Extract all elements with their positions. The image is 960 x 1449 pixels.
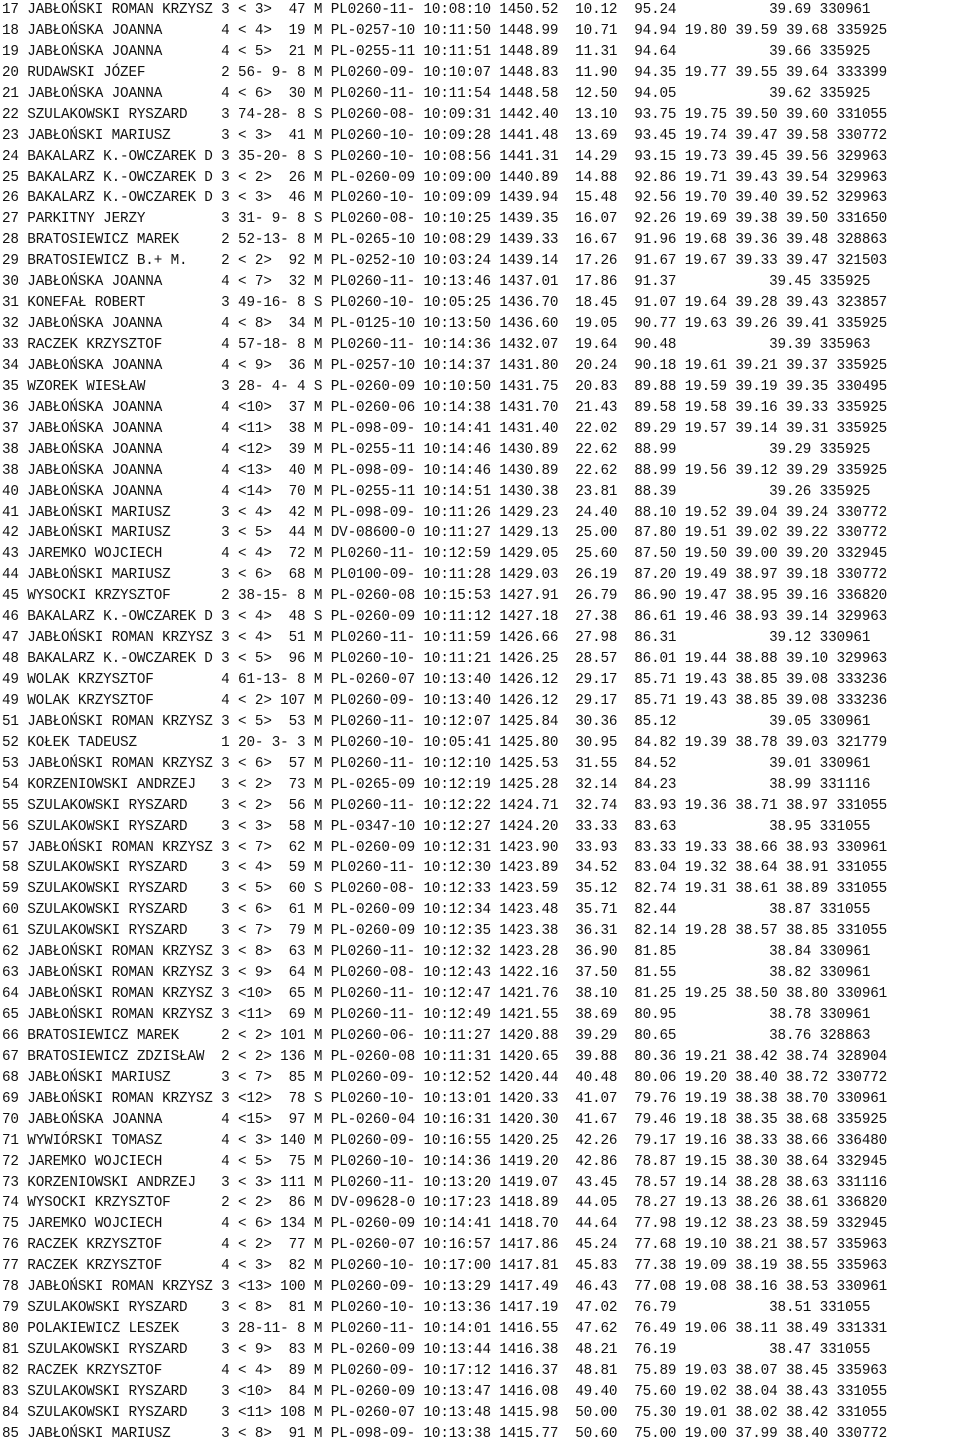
result-row: 49 WOLAK KRZYSZTOF 4 < 2> 107 M PL0260-09- 10:13:40 1426.12 29.17 85.71 19.43 38.85 39.08 333236 <box>2 692 888 709</box>
result-row: 83 SZULAKOWSKI RYSZARD 3 <10> 84 M PL-0260-09 10:13:47 1416.08 49.40 75.60 19.02 38.04 38.43 331055 <box>2 1383 888 1400</box>
result-row: 31 KONEFAŁ ROBERT 3 49-16- 8 S PL0260-10- 10:05:25 1436.70 18.45 91.07 19.64 39.28 39.43 323857 <box>2 295 888 312</box>
result-row: 36 JABŁOŃSKA JOANNA 4 <10> 37 M PL-0260-06 10:14:38 1431.70 21.43 89.58 19.58 39.16 39.33 335925 <box>2 399 888 416</box>
result-row: 43 JAREMKO WOJCIECH 4 < 4> 72 M PL0260-11- 10:12:59 1429.05 25.60 87.50 19.50 39.00 39.20 332945 <box>2 546 888 563</box>
result-row: 38 JABŁOŃSKA JOANNA 4 <13> 40 M PL-098-09- 10:14:46 1430.89 22.62 88.99 19.56 39.12 39.29 335925 <box>2 462 888 479</box>
result-row: 85 JABŁOŃSKI MARIUSZ 3 < 8> 91 M PL-098-09- 10:13:38 1415.77 50.60 75.00 19.00 37.99 38.40 330772 <box>2 1425 888 1442</box>
result-row: 54 KORZENIOWSKI ANDRZEJ 3 < 2> 73 M PL-0265-09 10:12:19 1425.28 32.14 84.23 38.99 331116 <box>2 776 871 793</box>
result-row: 58 SZULAKOWSKI RYSZARD 3 < 4> 59 M PL0260-11- 10:12:30 1423.89 34.52 83.04 19.32 38.64 38.91 331055 <box>2 860 888 877</box>
result-row: 45 WYSOCKI KRZYSZTOF 2 38-15- 8 M PL-0260-08 10:15:53 1427.91 26.79 86.90 19.47 38.95 39.16 336820 <box>2 588 888 605</box>
result-row: 38 JABŁOŃSKA JOANNA 4 <12> 39 M PL-0255-11 10:14:46 1430.89 22.62 88.99 39.29 335925 <box>2 441 871 458</box>
result-row: 61 SZULAKOWSKI RYSZARD 3 < 7> 79 M PL-0260-09 10:12:35 1423.38 36.31 82.14 19.28 38.57 38.85 331055 <box>2 923 888 940</box>
result-row: 57 JABŁOŃSKI ROMAN KRZYSZ 3 < 7> 62 M PL-0260-09 10:12:31 1423.90 33.93 83.33 19.33 38.66 38.93 330961 <box>2 839 888 856</box>
result-row: 67 BRATOSIEWICZ ZDZISŁAW 2 < 2> 136 M PL-0260-08 10:11:31 1420.65 39.88 80.36 19.21 38.42 38.74 328904 <box>2 1048 888 1065</box>
result-row: 81 SZULAKOWSKI RYSZARD 3 < 9> 83 M PL-0260-09 10:13:44 1416.38 48.21 76.19 38.47 331055 <box>2 1342 871 1358</box>
result-row: 23 JABŁOŃSKI MARIUSZ 3 < 3> 41 M PL0260-10- 10:09:28 1441.48 13.69 93.45 19.74 39.47 39.58 330772 <box>2 127 888 144</box>
result-row: 77 RACZEK KRZYSZTOF 4 < 3> 82 M PL0260-10- 10:17:00 1417.81 45.83 77.38 19.09 38.19 38.55 335963 <box>2 1258 888 1275</box>
result-row: 84 SZULAKOWSKI RYSZARD 3 <11> 108 M PL-0260-07 10:13:48 1415.98 50.00 75.30 19.01 38.02 38.42 331055 <box>2 1404 888 1421</box>
result-row: 51 JABŁOŃSKI ROMAN KRZYSZ 3 < 5> 53 M PL0260-11- 10:12:07 1425.84 30.36 85.12 39.05 330961 <box>2 713 871 730</box>
result-row: 44 JABŁOŃSKI MARIUSZ 3 < 6> 68 M PL0100-09- 10:11:28 1429.03 26.19 87.20 19.49 38.97 39.18 330772 <box>2 567 888 584</box>
result-row: 30 JABŁOŃSKA JOANNA 4 < 7> 32 M PL0260-11- 10:13:46 1437.01 17.86 91.37 39.45 335925 <box>2 274 871 291</box>
result-row: 63 JABŁOŃSKI ROMAN KRZYSZ 3 < 9> 64 M PL0260-08- 10:12:43 1422.16 37.50 81.55 38.82 330961 <box>2 965 871 982</box>
result-row: 40 JABŁOŃSKA JOANNA 4 <14> 70 M PL-0255-11 10:14:51 1430.38 23.81 88.39 39.26 335925 <box>2 483 871 500</box>
result-row: 48 BAKALARZ K.-OWCZAREK D 3 < 5> 96 M PL0260-10- 10:11:21 1426.25 28.57 86.01 19.44 38.88 39.10 329963 <box>2 651 888 668</box>
result-row: 22 SZULAKOWSKI RYSZARD 3 74-28- 8 S PL0260-08- 10:09:31 1442.40 13.10 93.75 19.75 39.50 39.60 331055 <box>2 106 888 123</box>
result-row: 75 JAREMKO WOJCIECH 4 < 6> 134 M PL-0260-09 10:14:41 1418.70 44.64 77.98 19.12 38.23 38.59 332945 <box>2 1216 888 1233</box>
result-row: 33 RACZEK KRZYSZTOF 4 57-18- 8 M PL0260-11- 10:14:36 1432.07 19.64 90.48 39.39 335963 <box>2 337 871 353</box>
result-row: 32 JABŁOŃSKA JOANNA 4 < 8> 34 M PL-0125-10 10:13:50 1436.60 19.05 90.77 19.63 39.26 39.41 335925 <box>2 316 888 333</box>
results-listing <box>2 0 958 1445</box>
result-row: 74 WYSOCKI KRZYSZTOF 2 < 2> 86 M DV-09628-0 10:17:23 1418.89 44.05 78.27 19.13 38.26 38.61 336820 <box>2 1195 888 1212</box>
result-row: 21 JABŁOŃSKA JOANNA 4 < 6> 30 M PL0260-11- 10:11:54 1448.58 12.50 94.05 39.62 335925 <box>2 85 871 102</box>
result-row: 71 WYWIÓRSKI TOMASZ 4 < 3> 140 M PL0260-09- 10:16:55 1420.25 42.26 79.17 19.16 38.33 38.66 336480 <box>2 1132 888 1149</box>
result-row: 73 KORZENIOWSKI ANDRZEJ 3 < 3> 111 M PL0260-11- 10:13:20 1419.07 43.45 78.57 19.14 38.28 38.63 331116 <box>2 1174 888 1191</box>
result-row: 78 JABŁOŃSKI ROMAN KRZYSZ 3 <13> 100 M PL0260-09- 10:13:29 1417.49 46.43 77.08 19.08 38.16 38.53 330961 <box>2 1279 888 1296</box>
result-row: 76 RACZEK KRZYSZTOF 4 < 2> 77 M PL-0260-07 10:16:57 1417.86 45.24 77.68 19.10 38.21 38.57 335963 <box>2 1237 888 1254</box>
result-row: 80 POLAKIEWICZ LESZEK 3 28-11- 8 M PL0260-11- 10:14:01 1416.55 47.62 76.49 19.06 38.11 38.49 331331 <box>2 1321 888 1338</box>
result-row: 59 SZULAKOWSKI RYSZARD 3 < 5> 60 S PL0260-08- 10:12:33 1423.59 35.12 82.74 19.31 38.61 38.89 331055 <box>2 881 888 898</box>
result-row: 26 BAKALARZ K.-OWCZAREK D 3 < 3> 46 M PL0260-10- 10:09:09 1439.94 15.48 92.56 19.70 39.40 39.52 329963 <box>2 190 888 207</box>
result-row: 41 JABŁOŃSKI MARIUSZ 3 < 4> 42 M PL-098-09- 10:11:26 1429.23 24.40 88.10 19.52 39.04 39.24 330772 <box>2 504 888 521</box>
result-row: 25 BAKALARZ K.-OWCZAREK D 3 < 2> 26 M PL-0260-09 10:09:00 1440.89 14.88 92.86 19.71 39.43 39.54 329963 <box>2 169 888 186</box>
result-row: 17 JABŁOŃSKI ROMAN KRZYSZ 3 < 3> 47 M PL0260-11- 10:08:10 1450.52 10.12 95.24 39.69 330961 <box>2 2 871 18</box>
result-row: 60 SZULAKOWSKI RYSZARD 3 < 6> 61 M PL-0260-09 10:12:34 1423.48 35.71 82.44 38.87 331055 <box>2 902 871 919</box>
result-row: 52 KOŁEK TADEUSZ 1 20- 3- 3 M PL0260-10- 10:05:41 1425.80 30.95 84.82 19.39 38.78 39.03 321779 <box>2 734 888 751</box>
result-row: 69 JABŁOŃSKI ROMAN KRZYSZ 3 <12> 78 S PL0260-10- 10:13:01 1420.33 41.07 79.76 19.19 38.38 38.70 330961 <box>2 1090 888 1107</box>
result-row: 29 BRATOSIEWICZ B.+ M. 2 < 2> 92 M PL-0252-10 10:03:24 1439.14 17.26 91.67 19.67 39.33 39.47 321503 <box>2 253 888 270</box>
result-row: 55 SZULAKOWSKI RYSZARD 3 < 2> 56 M PL0260-11- 10:12:22 1424.71 32.74 83.93 19.36 38.71 38.97 331055 <box>2 797 888 814</box>
result-row: 65 JABŁOŃSKI ROMAN KRZYSZ 3 <11> 69 M PL0260-11- 10:12:49 1421.55 38.69 80.95 38.78 330961 <box>2 1007 871 1023</box>
result-row: 28 BRATOSIEWICZ MAREK 2 52-13- 8 M PL-0265-10 10:08:29 1439.33 16.67 91.96 19.68 39.36 39.48 328863 <box>2 232 888 249</box>
result-row: 82 RACZEK KRZYSZTOF 4 < 4> 89 M PL0260-09- 10:17:12 1416.37 48.81 75.89 19.03 38.07 38.45 335963 <box>2 1362 888 1379</box>
result-row: 64 JABŁOŃSKI ROMAN KRZYSZ 3 <10> 65 M PL0260-11- 10:12:47 1421.76 38.10 81.25 19.25 38.50 38.80 330961 <box>2 986 888 1003</box>
result-row: 24 BAKALARZ K.-OWCZAREK D 3 35-20- 8 S PL0260-10- 10:08:56 1441.31 14.29 93.15 19.73 39.45 39.56 329963 <box>2 148 888 165</box>
result-row: 37 JABŁOŃSKA JOANNA 4 <11> 38 M PL-098-09- 10:14:41 1431.40 22.02 89.29 19.57 39.14 39.31 335925 <box>2 420 888 437</box>
result-row: 49 WOLAK KRZYSZTOF 4 61-13- 8 M PL-0260-07 10:13:40 1426.12 29.17 85.71 19.43 38.85 39.08 333236 <box>2 672 888 688</box>
result-row: 46 BAKALARZ K.-OWCZAREK D 3 < 4> 48 S PL-0260-09 10:11:12 1427.18 27.38 86.61 19.46 38.93 39.14 329963 <box>2 609 888 626</box>
result-row: 19 JABŁOŃSKA JOANNA 4 < 5> 21 M PL-0255-11 10:11:51 1448.89 11.31 94.64 39.66 335925 <box>2 43 871 60</box>
result-row: 66 BRATOSIEWICZ MAREK 2 < 2> 101 M PL0260-06- 10:11:27 1420.88 39.29 80.65 38.76 328863 <box>2 1027 871 1044</box>
result-row: 34 JABŁOŃSKA JOANNA 4 < 9> 36 M PL-0257-10 10:14:37 1431.80 20.24 90.18 19.61 39.21 39.37 335925 <box>2 357 888 374</box>
result-row: 27 PARKITNY JERZY 3 31- 9- 8 S PL0260-08- 10:10:25 1439.35 16.07 92.26 19.69 39.38 39.50 331650 <box>2 211 888 228</box>
result-row: 68 JABŁOŃSKI MARIUSZ 3 < 7> 85 M PL0260-09- 10:12:52 1420.44 40.48 80.06 19.20 38.40 38.72 330772 <box>2 1069 888 1086</box>
result-row: 79 SZULAKOWSKI RYSZARD 3 < 8> 81 M PL0260-10- 10:13:36 1417.19 47.02 76.79 38.51 331055 <box>2 1300 871 1317</box>
result-row: 42 JABŁOŃSKI MARIUSZ 3 < 5> 44 M DV-08600-0 10:11:27 1429.13 25.00 87.80 19.51 39.02 39.22 330772 <box>2 525 888 542</box>
result-row: 70 JABŁOŃSKA JOANNA 4 <15> 97 M PL-0260-04 10:16:31 1420.30 41.67 79.46 19.18 38.35 38.68 335925 <box>2 1111 888 1128</box>
result-row: 56 SZULAKOWSKI RYSZARD 3 < 3> 58 M PL-0347-10 10:12:27 1424.20 33.33 83.63 38.95 331055 <box>2 818 871 835</box>
result-row: 18 JABŁOŃSKA JOANNA 4 < 4> 19 M PL-0257-10 10:11:50 1448.99 10.71 94.94 19.80 39.59 39.68 335925 <box>2 22 888 39</box>
result-row: 62 JABŁOŃSKI ROMAN KRZYSZ 3 < 8> 63 M PL0260-11- 10:12:32 1423.28 36.90 81.85 38.84 330961 <box>2 944 871 961</box>
result-row: 72 JAREMKO WOJCIECH 4 < 5> 75 M PL0260-10- 10:14:36 1419.20 42.86 78.87 19.15 38.30 38.64 332945 <box>2 1153 888 1170</box>
result-row: 53 JABŁOŃSKI ROMAN KRZYSZ 3 < 6> 57 M PL0260-11- 10:12:10 1425.53 31.55 84.52 39.01 330961 <box>2 755 871 772</box>
result-row: 47 JABŁOŃSKI ROMAN KRZYSZ 3 < 4> 51 M PL0260-11- 10:11:59 1426.66 27.98 86.31 39.12 330961 <box>2 630 871 647</box>
result-row: 35 WZOREK WIESŁAW 3 28- 4- 4 S PL-0260-09 10:10:50 1431.75 20.83 89.88 19.59 39.19 39.35 330495 <box>2 378 888 395</box>
result-row: 20 RUDAWSKI JÓZEF 2 56- 9- 8 M PL0260-09- 10:10:07 1448.83 11.90 94.35 19.77 39.55 39.64 333399 <box>2 64 888 81</box>
